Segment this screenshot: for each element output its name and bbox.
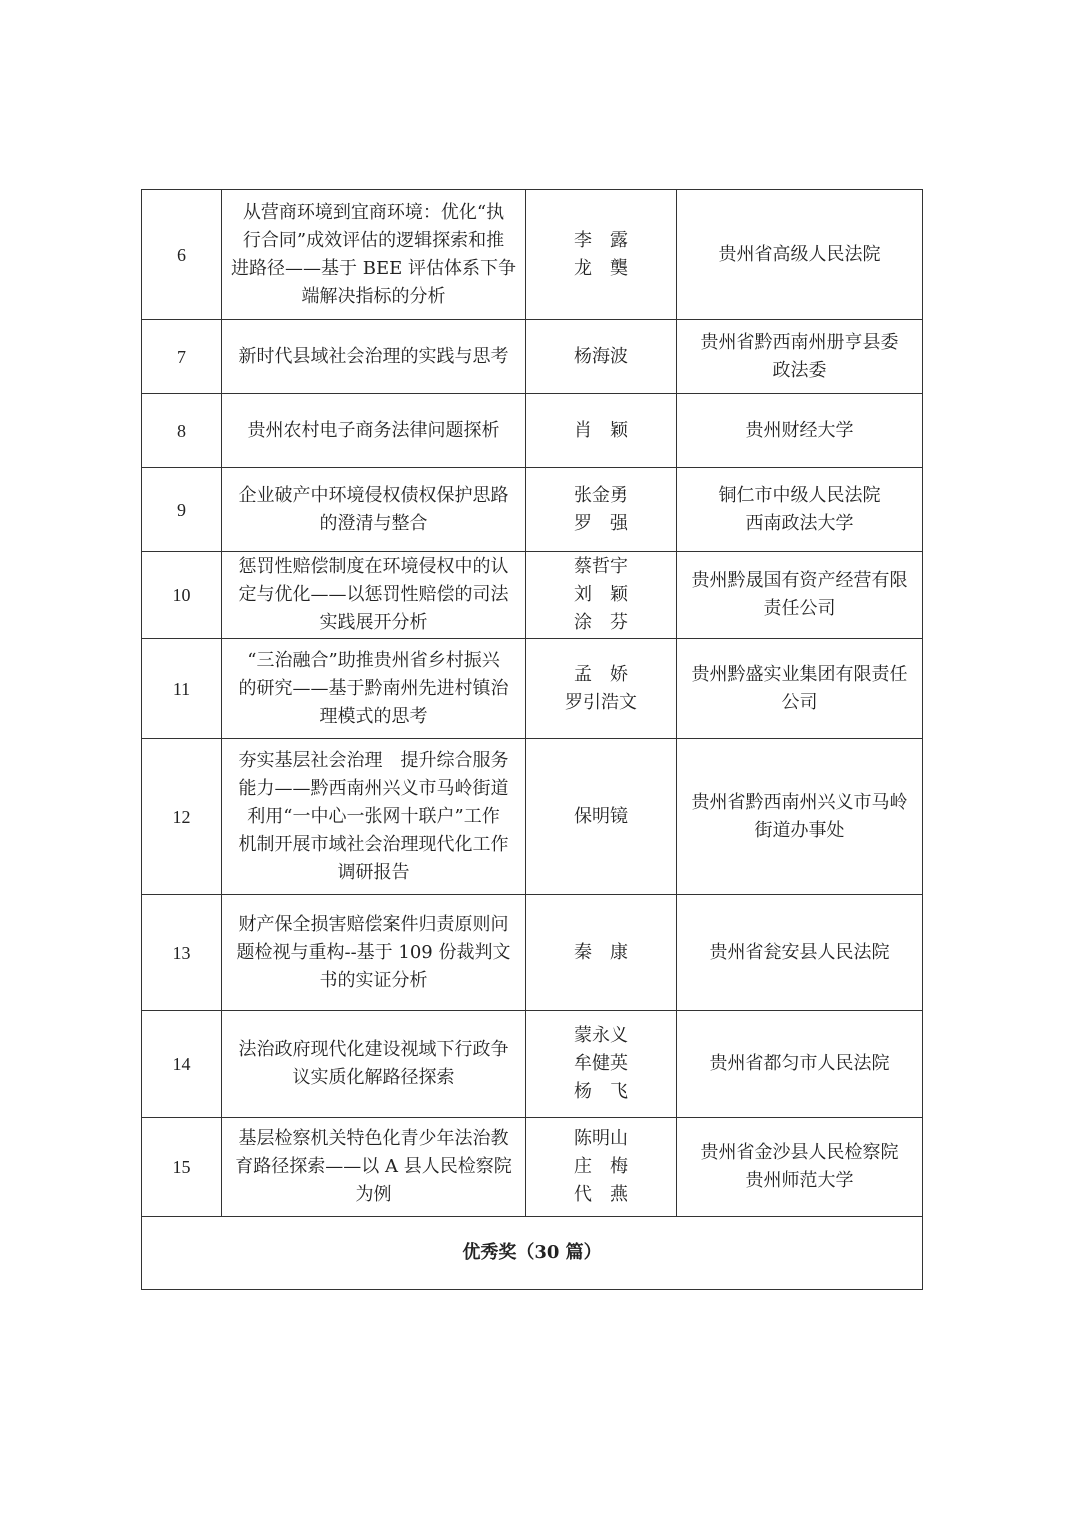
row-number: 10 xyxy=(142,552,222,639)
paper-title xyxy=(222,639,526,739)
title-line: 贵州农村电子商务法律问题探析 xyxy=(247,419,500,441)
author-name: 杨 飞 xyxy=(574,1081,628,1102)
title-line: 书的实证分析 xyxy=(319,969,428,991)
author-list xyxy=(526,320,677,394)
affiliation-line: 贵州黔晟国有资产经营有限 xyxy=(691,570,908,591)
table-row xyxy=(142,394,923,468)
row-number: 13 xyxy=(142,895,222,1011)
author-list xyxy=(526,552,677,639)
table-row xyxy=(142,320,923,394)
table-row xyxy=(142,190,923,320)
table-row xyxy=(142,1011,923,1118)
row-number: 8 xyxy=(142,394,222,468)
paper-title xyxy=(222,320,526,394)
affiliation xyxy=(677,639,923,739)
author-name: 杨海波 xyxy=(574,345,628,367)
title-line: 机制开展市域社会治理现代化工作 xyxy=(238,833,509,855)
author-list xyxy=(526,1011,677,1118)
awards-table xyxy=(141,189,923,1290)
table-row xyxy=(142,739,923,895)
affiliation xyxy=(677,552,923,639)
affiliation-line: 贵州省高级人民法院 xyxy=(718,243,881,265)
author-name: 孟 娇 xyxy=(574,663,628,685)
row-number: 7 xyxy=(142,320,222,394)
table-row xyxy=(142,1118,923,1217)
paper-title xyxy=(222,895,526,1011)
title-line: 调研报告 xyxy=(337,861,410,883)
title-line: 利用“一中心一张网十联户”工作 xyxy=(247,805,500,827)
affiliation xyxy=(677,468,923,552)
author-name: 刘 颖 xyxy=(574,584,628,605)
footer-row xyxy=(142,1217,923,1290)
author-name: 蔡哲宇 xyxy=(574,556,628,577)
row-number: 12 xyxy=(142,739,222,895)
title-line: 从营商环境到宜商环境：优化“执 xyxy=(242,201,505,223)
title-line: 端解决指标的分析 xyxy=(301,285,446,307)
title-line: 实践展开分析 xyxy=(319,612,428,633)
table-row xyxy=(142,895,923,1011)
title-line: 为例 xyxy=(355,1184,392,1205)
table-row xyxy=(142,639,923,739)
affiliation-line: 贵州省黔西南州兴义市马岭 xyxy=(691,791,908,813)
affiliation-line: 公司 xyxy=(781,691,818,713)
author-list xyxy=(526,739,677,895)
affiliation xyxy=(677,739,923,895)
affiliation-line: 街道办事处 xyxy=(754,819,845,841)
paper-title xyxy=(222,739,526,895)
paper-title xyxy=(222,1011,526,1118)
title-line: 定与优化——以惩罚性赔偿的司法 xyxy=(238,584,509,605)
title-line: 惩罚性赔偿制度在环境侵权中的认 xyxy=(238,556,509,577)
paper-title xyxy=(222,1118,526,1217)
title-line: 法治政府现代化建设视域下行政争 xyxy=(238,1039,509,1060)
affiliation-line: 政法委 xyxy=(772,359,827,381)
author-name: 秦 康 xyxy=(574,941,628,963)
affiliation xyxy=(677,394,923,468)
affiliation-line: 贵州黔盛实业集团有限责任 xyxy=(691,663,908,685)
paper-title xyxy=(222,468,526,552)
paper-title xyxy=(222,190,526,320)
title-line: 基层检察机关特色化青少年法治教 xyxy=(238,1128,509,1149)
author-name: 涂 芬 xyxy=(574,612,628,633)
author-name: 庄 梅 xyxy=(574,1156,628,1177)
affiliation-line: 西南政法大学 xyxy=(745,512,854,534)
author-list xyxy=(526,190,677,320)
affiliation xyxy=(677,320,923,394)
affiliation-line: 贵州省黔西南州册亨县委 xyxy=(700,331,899,353)
author-name: 陈明山 xyxy=(574,1128,628,1149)
author-name: 肖 颖 xyxy=(574,419,628,441)
affiliation-line: 铜仁市中级人民法院 xyxy=(718,484,881,506)
row-number: 9 xyxy=(142,468,222,552)
affiliation-line: 贵州省金沙县人民检察院 xyxy=(700,1142,899,1163)
author-name: 龙 龑 xyxy=(574,257,628,279)
title-line: 新时代县域社会治理的实践与思考 xyxy=(238,345,509,367)
title-line: 题检视与重构--基于 109 份裁判文 xyxy=(236,941,511,963)
row-number: 11 xyxy=(142,639,222,739)
affiliation-line: 责任公司 xyxy=(763,598,836,619)
awards-table-body xyxy=(142,190,923,1217)
title-line: 财产保全损害赔偿案件归责原则问 xyxy=(238,913,509,935)
row-number: 14 xyxy=(142,1011,222,1118)
author-name: 李 露 xyxy=(574,229,628,251)
author-list xyxy=(526,1118,677,1217)
title-line: 能力——黔西南州兴义市马岭街道 xyxy=(238,777,509,799)
author-list xyxy=(526,895,677,1011)
title-line: 理模式的思考 xyxy=(319,705,428,727)
title-line: 夯实基层社会治理 提升综合服务 xyxy=(238,749,509,771)
author-list xyxy=(526,468,677,552)
affiliation-line: 贵州省都匀市人民法院 xyxy=(709,1053,890,1074)
title-line: 进路径——基于 BEE 评估体系下争 xyxy=(231,257,516,279)
title-line: 行合同”成效评估的逻辑探索和推 xyxy=(242,229,505,251)
paper-title xyxy=(222,394,526,468)
title-line: 的澄清与整合 xyxy=(319,512,428,534)
affiliation xyxy=(677,1011,923,1118)
section-heading: 优秀奖（30 篇） xyxy=(142,1217,923,1290)
title-line: 育路径探索——以 A 县人民检察院 xyxy=(235,1156,512,1177)
table-row xyxy=(142,552,923,639)
author-name: 罗引浩文 xyxy=(565,691,637,713)
author-list xyxy=(526,394,677,468)
row-number: 6 xyxy=(142,190,222,320)
affiliation-line: 贵州省瓮安县人民法院 xyxy=(709,941,890,963)
affiliation xyxy=(677,1118,923,1217)
author-list xyxy=(526,639,677,739)
author-name: 张金勇 xyxy=(574,484,628,506)
author-name: 保明镜 xyxy=(574,805,628,827)
author-name: 代 燕 xyxy=(574,1184,628,1205)
author-name: 牟健英 xyxy=(574,1053,628,1074)
author-name: 蒙永义 xyxy=(574,1025,628,1046)
title-line: 的研究——基于黔南州先进村镇治 xyxy=(238,677,509,699)
affiliation-line: 贵州财经大学 xyxy=(745,419,854,441)
paper-title xyxy=(222,552,526,639)
title-line: 企业破产中环境侵权债权保护思路 xyxy=(238,484,509,506)
affiliation-line: 贵州师范大学 xyxy=(745,1170,854,1191)
affiliation xyxy=(677,895,923,1011)
row-number: 15 xyxy=(142,1118,222,1217)
title-line: “三治融合”助推贵州省乡村振兴 xyxy=(247,649,500,671)
author-name: 罗 强 xyxy=(574,512,628,534)
affiliation xyxy=(677,190,923,320)
title-line: 议实质化解路径探索 xyxy=(292,1067,455,1088)
table-row xyxy=(142,468,923,552)
